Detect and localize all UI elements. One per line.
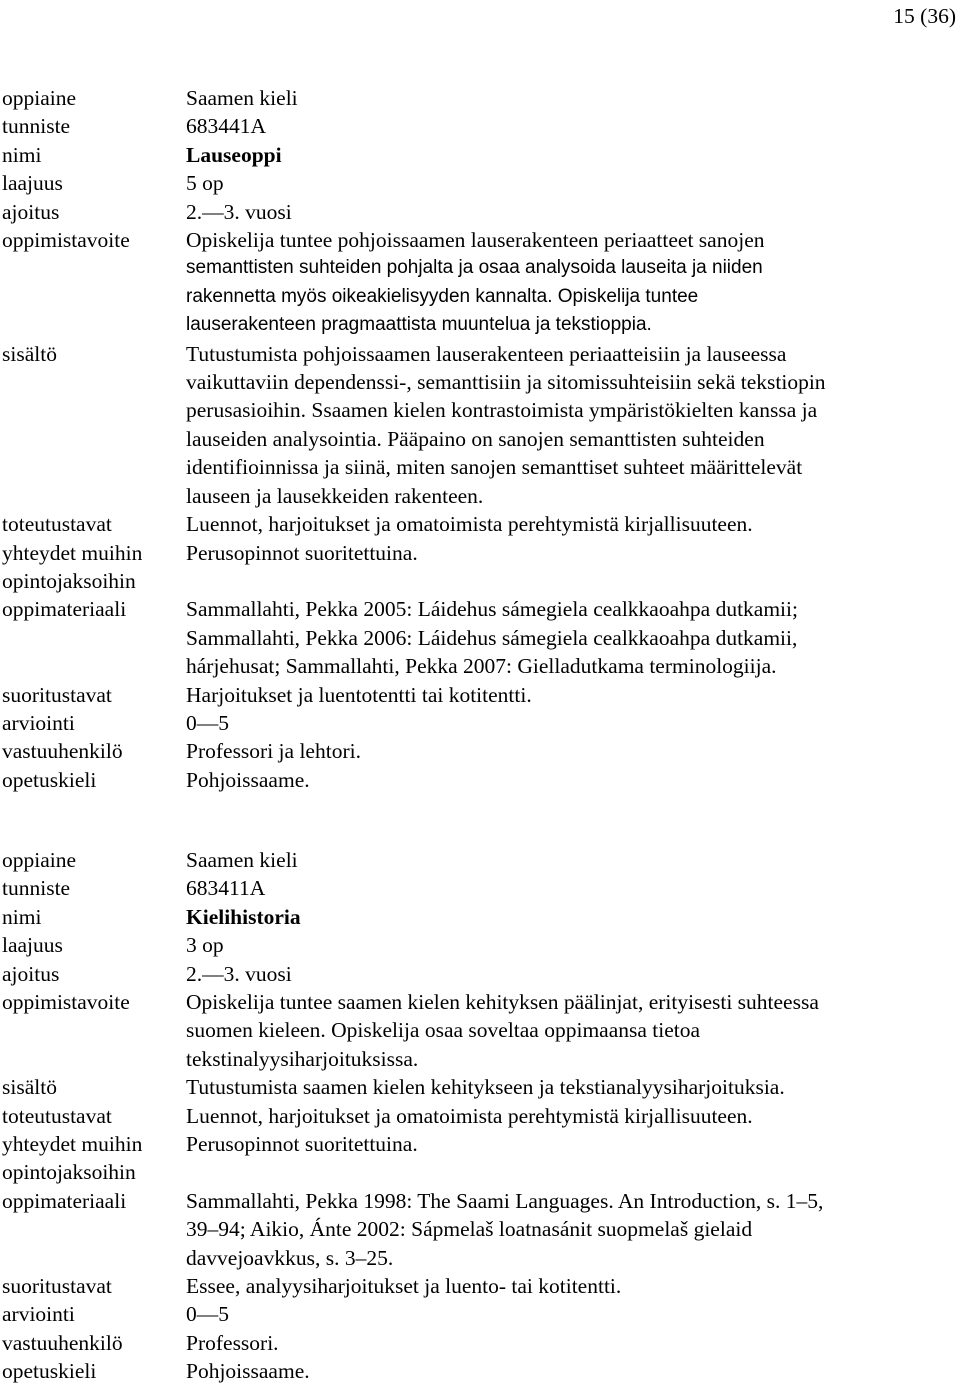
field-label: vastuuhenkilö [2, 1330, 123, 1355]
field-label: arviointi [2, 1302, 75, 1327]
field-ajoitus [2, 198, 942, 226]
field-value: Perusopinnot suoritettuina. [186, 540, 418, 565]
field-value: 0—5 [186, 1302, 229, 1327]
field-vastuuhenkilo [2, 737, 942, 765]
course-title: Kielihistoria [186, 904, 301, 929]
field-sisalto [2, 1073, 942, 1101]
field-value: 2.—3. vuosi [186, 961, 292, 986]
field-value: Luennot, harjoitukset ja omatoimista perehtymistä kirjallisuuteen. [186, 512, 753, 537]
field-label: opetuskieli [2, 767, 97, 792]
field-yhteydet [2, 539, 942, 596]
field-tunniste [2, 874, 942, 902]
field-toteutustavat [2, 510, 942, 538]
field-opetuskieli [2, 1357, 942, 1385]
field-label: sisältö [2, 1075, 57, 1100]
text-line: 39–94; Aikio, Ánte 2002: Sápmelaš loatnasánit suopmelaš gielaid [186, 1217, 753, 1242]
text-line: perusasioihin. Ssaamen kielen kontrastoimista ympäristökielten kanssa ja [186, 398, 818, 423]
field-oppimateriaali [2, 1187, 942, 1272]
field-value: Tutustumista saamen kielen kehitykseen ja tekstianalyysiharjoituksia. [186, 1075, 785, 1100]
field-value: Saamen kieli [186, 86, 298, 110]
label-line: yhteydet muihin [2, 540, 143, 565]
field-oppimistavoite [2, 226, 942, 340]
field-label: laajuus [2, 171, 63, 196]
field-value: Perusopinnot suoritettuina. [186, 1132, 418, 1157]
text-line: hárjehusat; Sammallahti, Pekka 2007: Gielladutkama terminologiija. [186, 654, 777, 679]
text-line: tekstinalyysiharjoituksissa. [186, 1046, 419, 1071]
field-opetuskieli [2, 766, 942, 794]
field-label: sisältö [2, 341, 57, 366]
course-block-kielihistoria [2, 846, 942, 1386]
field-label: suoritustavat [2, 682, 112, 707]
text-line: identifioinnissa ja siinä, miten sanojen semanttiset suhteet määrittelevät [186, 455, 803, 480]
field-label [2, 539, 142, 596]
field-value: 3 op [186, 933, 224, 958]
field-label: tunniste [2, 114, 71, 139]
field-label: toteutustavat [2, 1103, 112, 1128]
page-number: 15 (36) [893, 4, 956, 28]
field-value: Saamen kieli [186, 848, 298, 872]
field-oppiaine [2, 84, 942, 112]
text-line: Sammallahti, Pekka 2006: Láidehus sámegiela cealkkaoahpa dutkamii, [186, 625, 798, 650]
field-label: ajoitus [2, 199, 60, 224]
field-label: oppimistavoite [2, 228, 130, 253]
text-line: Opiskelija tuntee saamen kielen kehityksen päälinjat, erityisesti suhteessa [186, 990, 819, 1015]
field-value [186, 1187, 942, 1272]
label-line: opintojaksoihin [2, 1160, 136, 1185]
text-line: davvejoavkkus, s. 3–25. [186, 1245, 394, 1270]
field-sisalto [2, 340, 942, 510]
field-value: 683411A [186, 876, 266, 901]
field-vastuuhenkilo [2, 1329, 942, 1357]
field-oppiaine [2, 846, 942, 874]
field-value: 0—5 [186, 710, 229, 735]
field-value: Professori ja lehtori. [186, 739, 361, 764]
field-label: oppimateriaali [2, 597, 127, 622]
field-label: nimi [2, 904, 42, 929]
field-arviointi [2, 1300, 942, 1328]
field-value [186, 226, 942, 340]
label-line: yhteydet muihin [2, 1132, 143, 1157]
field-value: Essee, analyysiharjoitukset ja luento- tai kotitentti. [186, 1274, 622, 1299]
field-label: oppiaine [2, 86, 77, 110]
field-label: oppimateriaali [2, 1188, 127, 1213]
field-oppimistavoite [2, 988, 942, 1073]
field-nimi [2, 903, 942, 931]
text-line: Sammallahti, Pekka 1998: The Saami Languages. An Introduction, s. 1–5, [186, 1188, 824, 1213]
field-label: oppiaine [2, 848, 77, 872]
course-block-lauseoppi [2, 84, 942, 794]
field-value: 5 op [186, 171, 224, 196]
text-line: vaikuttaviin dependenssi-, semanttisiin ja sitomissuhteisiin sekä tekstiopin [186, 370, 826, 395]
field-label: opetuskieli [2, 1359, 97, 1384]
field-value: 2.—3. vuosi [186, 199, 292, 224]
text-line: Sammallahti, Pekka 2005: Láidehus sámegiela cealkkaoahpa dutkamii; [186, 597, 798, 622]
field-label: vastuuhenkilö [2, 739, 123, 764]
field-suoritustavat [2, 1272, 942, 1300]
field-ajoitus [2, 960, 942, 988]
text-line: Opiskelija tuntee pohjoissaamen lauserakenteen periaatteet sanojen [186, 228, 765, 253]
field-tunniste [2, 112, 942, 140]
field-value: Pohjoissaame. [186, 1359, 310, 1384]
field-label: laajuus [2, 933, 63, 958]
field-toteutustavat [2, 1102, 942, 1130]
field-value: Professori. [186, 1330, 279, 1355]
field-value: Luennot, harjoitukset ja omatoimista perehtymistä kirjallisuuteen. [186, 1103, 753, 1128]
field-value: Harjoitukset ja luentotentti tai kotitentti. [186, 682, 532, 707]
field-label [2, 1130, 142, 1187]
field-laajuus [2, 169, 942, 197]
field-arviointi [2, 709, 942, 737]
text-line: Tutustumista pohjoissaamen lauserakenteen periaatteisiin ja lauseessa [186, 341, 787, 366]
field-label: ajoitus [2, 961, 60, 986]
field-value [186, 340, 942, 510]
field-value [186, 988, 942, 1073]
field-value [186, 595, 942, 680]
field-laajuus [2, 931, 942, 959]
field-suoritustavat [2, 681, 942, 709]
text-line: rakennetta myös oikeakielisyyden kannalta. Opiskelija tuntee [186, 285, 699, 307]
field-label: toteutustavat [2, 512, 112, 537]
field-label: nimi [2, 142, 42, 167]
field-yhteydet [2, 1130, 942, 1187]
text-line: lauseiden analysointia. Pääpaino on sanojen semanttisten suhteiden [186, 426, 765, 451]
field-value: 683441A [186, 114, 267, 139]
field-label: suoritustavat [2, 1274, 112, 1299]
field-label: oppimistavoite [2, 990, 130, 1015]
text-line: lauserakenteen pragmaattista muuntelua ja tekstioppia. [186, 314, 652, 336]
field-value: Pohjoissaame. [186, 767, 310, 792]
text-line: lauseen ja lausekkeiden rakenteen. [186, 483, 484, 508]
field-nimi [2, 141, 942, 169]
course-title: Lauseoppi [186, 142, 282, 167]
label-line: opintojaksoihin [2, 568, 136, 593]
text-line: semanttisten suhteiden pohjalta ja osaa analysoida lauseita ja niiden [186, 257, 763, 279]
field-label: arviointi [2, 710, 75, 735]
text-line: suomen kieleen. Opiskelija osaa soveltaa oppimaansa tietoa [186, 1018, 701, 1043]
field-oppimateriaali [2, 595, 942, 680]
field-label: tunniste [2, 876, 71, 901]
